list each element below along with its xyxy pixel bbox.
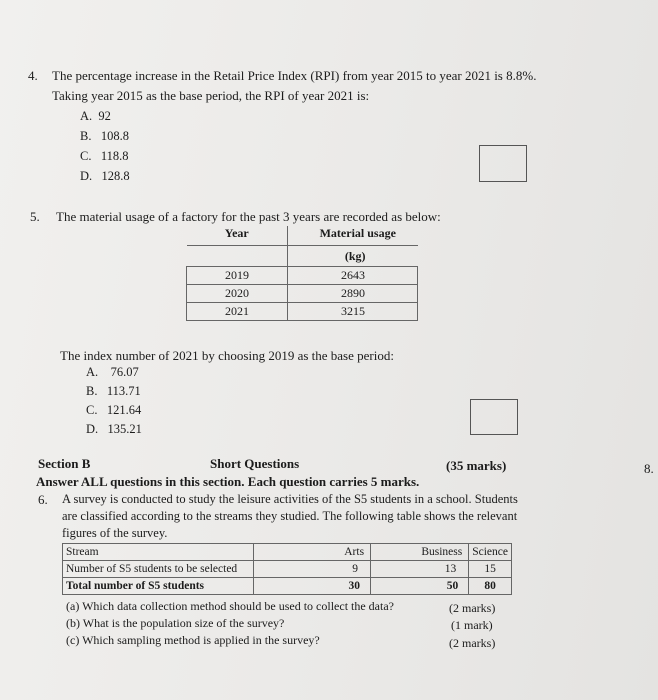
q6-line1: A survey is conducted to study the leisure activities of the S5 students in a school. Students (62, 492, 518, 506)
q5-usage-cell: 3215 (288, 303, 418, 321)
q6-cell: 13 (371, 561, 469, 578)
section-b-title: Short Questions (210, 456, 300, 471)
q6-header-stream: Stream (63, 544, 254, 561)
q4-option-b: B. 108.8 (80, 129, 129, 143)
q4-option-c: C. 118.8 (80, 149, 129, 163)
edge-question-number: 8. (644, 461, 654, 476)
q6-part-b-marks: (1 mark) (451, 618, 493, 632)
table-row (187, 267, 418, 285)
q5-header-year: Year (187, 226, 288, 246)
q5-option-c: C. 121.64 (86, 403, 142, 417)
q5-usage-cell: 2643 (288, 267, 418, 285)
q5-year-cell: 2021 (187, 303, 288, 321)
q6-part-b: (b) What is the population size of the survey? (66, 616, 285, 630)
q6-part-c-marks: (2 marks) (449, 636, 496, 650)
table-row (187, 285, 418, 303)
q6-line3: figures of the survey. (62, 526, 168, 540)
q5-number: 5. (30, 209, 40, 224)
q6-line2: are classified according to the streams they studied. The following table shows the relevant (62, 509, 518, 523)
q4-line1: The percentage increase in the Retail Price Index (RPI) from year 2015 to year 2021 is 8.8%. (52, 68, 537, 83)
q5-year-cell: 2020 (187, 285, 288, 303)
q6-table (62, 543, 512, 595)
section-b-instruction: Answer ALL questions in this section. Each question carries 5 marks. (36, 474, 420, 489)
q6-cell: 80 (469, 578, 512, 595)
q6-header-arts: Arts (254, 544, 371, 561)
q5-year-cell: 2019 (187, 267, 288, 285)
q4-number: 4. (28, 68, 38, 83)
table-row (63, 544, 512, 561)
q5-usage-cell: 2890 (288, 285, 418, 303)
q4-option-d: D. 128.8 (80, 169, 130, 183)
q6-cell: 50 (371, 578, 469, 595)
section-b-label: Section B (38, 456, 91, 471)
q5-table (186, 226, 418, 321)
q6-cell: 15 (469, 561, 512, 578)
q4-line2: Taking year 2015 as the base period, the RPI of year 2021 is: (52, 88, 370, 103)
table-row (187, 303, 418, 321)
q5-option-d: D. 135.21 (86, 422, 142, 436)
table-row (63, 561, 512, 578)
q5-option-b: B. 113.71 (86, 384, 141, 398)
q6-part-a-marks: (2 marks) (449, 601, 496, 615)
q5-option-a: A. 76.07 (86, 365, 139, 379)
q6-part-a: (a) Which data collection method should be used to collect the data? (66, 599, 394, 613)
table-row (63, 578, 512, 595)
q6-header-business: Business (371, 544, 469, 561)
q4-answer-box[interactable] (479, 145, 527, 182)
q6-row-label: Number of S5 students to be selected (63, 561, 254, 578)
q6-row-label: Total number of S5 students (63, 578, 254, 595)
q6-header-science: Science (469, 544, 512, 561)
q5-header-unit: (kg) (288, 246, 418, 267)
q4-option-a: A. 92 (80, 109, 111, 123)
q6-number: 6. (38, 492, 48, 507)
q6-cell: 30 (254, 578, 371, 595)
q6-cell: 9 (254, 561, 371, 578)
q5-line1: The material usage of a factory for the past 3 years are recorded as below: (56, 209, 441, 224)
q6-part-c: (c) Which sampling method is applied in the survey? (66, 633, 320, 647)
q5-answer-box[interactable] (470, 399, 518, 435)
section-b-marks: (35 marks) (446, 458, 507, 473)
q5-header-usage: Material usage (288, 226, 418, 246)
q5-prompt: The index number of 2021 by choosing 2019 as the base period: (60, 348, 394, 363)
